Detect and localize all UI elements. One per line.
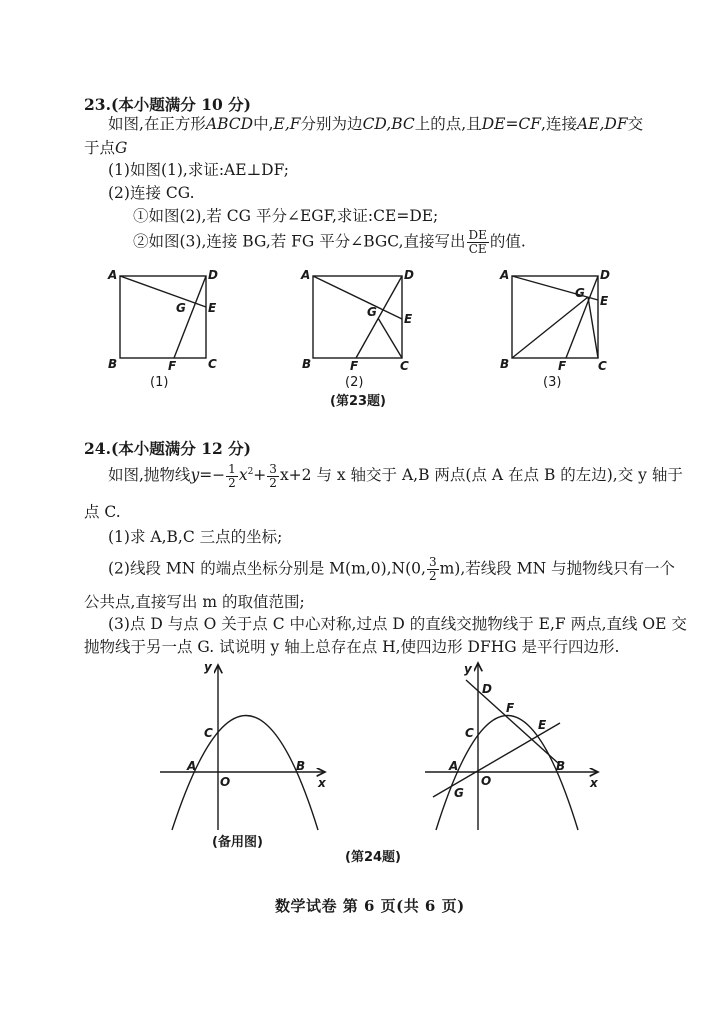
point-label-d: D	[404, 268, 414, 282]
point-label-f: F	[558, 359, 567, 373]
q23-text: 如图,在正方形	[108, 115, 206, 133]
fraction-de-ce	[467, 229, 489, 256]
point-label-e: E	[404, 312, 413, 326]
fig2-square	[313, 276, 402, 358]
q24-figure-caption: (第24题)	[345, 850, 401, 865]
point-label-a: A	[449, 759, 459, 773]
x-axis-label: x	[590, 776, 598, 790]
q24-text: 如图,抛物线	[108, 466, 191, 485]
page-footer: 数学试卷 第 6 页(共 6 页)	[275, 897, 465, 915]
q24-text: m),若线段 MN 与抛物线只有一个	[439, 559, 676, 578]
fig3-line-bg	[512, 297, 588, 358]
point-label-a: A	[108, 268, 118, 282]
y-axis-label: y	[204, 660, 212, 674]
q23-part2-ii	[133, 229, 526, 256]
q24-text: (2)线段 MN 的端点坐标分别是 M(m,0),N(0,	[108, 559, 426, 578]
fraction-three-halves	[427, 556, 439, 583]
q23-text: 交	[627, 115, 644, 133]
point-label-a: A	[187, 759, 197, 773]
origin-label: O	[220, 775, 231, 789]
fraction-numerator: 3	[269, 461, 277, 476]
fig1-line-ae	[120, 276, 206, 307]
point-label-c: C	[400, 359, 409, 373]
point-label-b: B	[302, 357, 312, 371]
point-label-b: B	[556, 759, 566, 773]
q23-figures	[0, 262, 720, 412]
q24-intro-line1	[108, 462, 683, 490]
q24-part3-line2: 抛物线于另一点 G. 试说明 y 轴上总存在点 H,使四边形 DFHG 是平行四边形.	[84, 638, 620, 656]
q24-part2-line2: 公共点,直接写出 m 的取值范围;	[84, 593, 305, 611]
q23-text: 上的点,且	[414, 115, 482, 133]
q24-text: +	[253, 466, 267, 485]
fig1-label: (1)	[150, 375, 169, 390]
q23-text: E,F	[273, 115, 301, 133]
q24-spare-figure-caption: (备用图)	[212, 835, 263, 850]
fig2-label: (2)	[345, 375, 364, 390]
q24-text: x+2 与 x 轴交于 A,B 两点(点 A 在点 B 的左边),交 y 轴于	[279, 466, 683, 485]
fraction-numerator: 1	[228, 461, 236, 476]
fraction-denominator: 2	[428, 569, 437, 583]
fig3-line-ae	[512, 276, 598, 300]
q23-text: G	[115, 139, 128, 157]
fig2-line-cg	[378, 318, 402, 358]
q24-part1: (1)求 A,B,C 三点的坐标;	[108, 528, 283, 546]
q23-header: 23.(本小题满分 10 分)	[84, 95, 251, 114]
fraction-three-halves	[267, 463, 279, 490]
q23-part2-i: ①如图(2),若 CG 平分∠EGF,求证:CE=DE;	[133, 207, 439, 225]
q23-text: CD,BC	[362, 115, 415, 133]
x-axis-label: x	[318, 776, 326, 790]
q24-part2	[108, 556, 675, 583]
point-label-g: G	[176, 301, 186, 315]
point-label-f: F	[350, 359, 359, 373]
q23-text: ABCD	[205, 115, 254, 133]
point-label-g: G	[575, 286, 585, 300]
fig1-line-df	[174, 276, 206, 358]
fig1-square	[120, 276, 206, 358]
point-label-f: F	[506, 701, 515, 715]
point-label-b: B	[500, 357, 510, 371]
point-label-b: B	[108, 357, 118, 371]
point-label-g: G	[367, 305, 377, 319]
point-label-a: A	[301, 268, 311, 282]
point-label-e: E	[208, 301, 217, 315]
point-label-c: C	[598, 359, 607, 373]
point-label-c: C	[204, 726, 213, 740]
fig2-line-ae	[313, 276, 402, 319]
fraction-numerator: DE	[468, 228, 487, 242]
point-label-c: C	[208, 357, 217, 371]
fig3-line-cg	[588, 297, 598, 358]
q23-text: DE=CF	[481, 115, 542, 133]
y-axis-label: y	[464, 662, 472, 676]
exponent: 2	[247, 467, 254, 477]
point-label-g: G	[454, 786, 464, 800]
fraction-denominator: 2	[228, 475, 236, 490]
q24-part3-line1: (3)点 D 与点 O 关于点 C 中心对称,过点 D 的直线交抛物线于 E,F 两点,直线 OE 交	[108, 615, 687, 633]
point-label-e: E	[600, 294, 609, 308]
q24-intro-line2: 点 C.	[84, 503, 121, 521]
point-label-d: D	[600, 268, 610, 282]
point-label-d: D	[208, 268, 218, 282]
point-label-f: F	[168, 359, 177, 373]
q23-figure-caption: (第23题)	[330, 394, 386, 409]
q23-text: 中,	[253, 115, 274, 133]
fraction-numerator: 3	[428, 555, 437, 569]
fraction-denominator: 2	[269, 475, 277, 490]
q23-part2: (2)连接 CG.	[108, 184, 195, 202]
point-label-a: A	[500, 268, 510, 282]
q23-intro-line2	[84, 138, 127, 158]
fraction-denominator: CE	[468, 242, 487, 256]
q23-intro-line1	[108, 114, 643, 134]
q23-text: 的值.	[489, 232, 526, 251]
q24-text: y=−	[190, 466, 226, 485]
q24-header: 24.(本小题满分 12 分)	[84, 439, 251, 458]
q24-text: x	[238, 466, 248, 485]
point-label-d: D	[482, 682, 492, 696]
fig3-label: (3)	[543, 375, 562, 390]
q23-text: ,连接	[541, 115, 577, 133]
point-label-e: E	[538, 718, 547, 732]
q23-text: 分别为边	[300, 115, 363, 133]
q23-text: ②如图(3),连接 BG,若 FG 平分∠BGC,直接写出	[133, 232, 466, 251]
q23-text: AE,DF	[576, 115, 628, 133]
origin-label: O	[481, 774, 492, 788]
q23-part1: (1)如图(1),求证:AE⊥DF;	[108, 161, 289, 179]
fraction-one-half	[226, 463, 238, 490]
q24-figures	[0, 656, 720, 871]
point-label-c: C	[465, 726, 474, 740]
point-label-b: B	[296, 759, 306, 773]
q23-text: 于点	[84, 139, 116, 157]
